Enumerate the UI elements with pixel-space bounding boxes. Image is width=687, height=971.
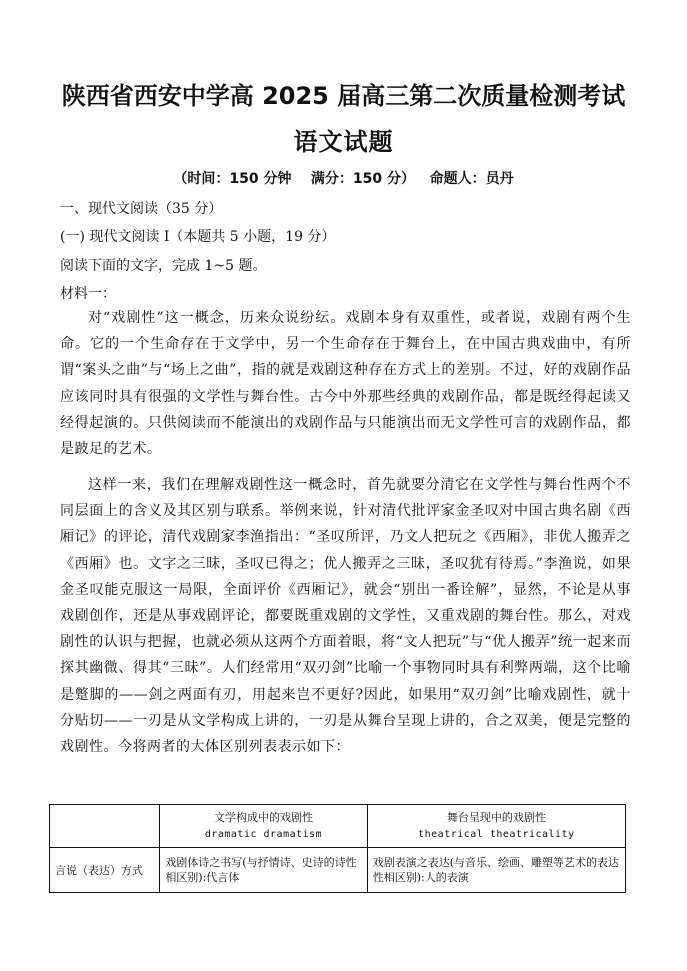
row-literary-cell: 戏剧体诗之书写(与抒情诗、史诗的诗性相区别):代言体 (160, 848, 367, 893)
row-label: 言说（表达）方式 (50, 848, 160, 893)
comparison-table (49, 804, 626, 893)
exam-title: 陕西省西安中学高 2025 届高三第二次质量检测考试 (61, 82, 626, 110)
exam-subtitle: 语文试题 (293, 128, 394, 156)
table-header-theatrical (367, 805, 625, 848)
header-literary-cn: 文学构成中的戏剧性 (214, 811, 314, 824)
header-theatrical-en: theatrical theatricality (418, 829, 575, 840)
row-theatrical-cell: 戏剧表演之表达(与音乐、绘画、雕塑等艺术的表达性相区别):人的表演 (367, 848, 625, 893)
table-header-literary (160, 805, 367, 848)
header-literary-en: dramatic dramatism (204, 829, 323, 840)
passage-paragraph-1: 对“戏剧性”这一概念，历来众说纷纭。戏剧本身有双重性，或者说，戏剧有两个生命。它的一个生命存在于文学中，另一个生命存在于舞台上，在中国古典戏曲中，有所谓“案头之曲”与“场上之曲”，指的就是戏剧这种存在方式上的差别。不过，好的戏剧作品应该同时具有很强的文学性与舞台性。古今中外那些经典的戏剧作品，都是既经得起读又经得起演的。只供阅读而不能演出的戏剧作品与只能演出而无文学性可言的戏剧作品，都是跛足的艺术。 (60, 310, 631, 458)
exam-meta: （时间：150 分钟 满分：150 分） 命题人：员丹 (173, 171, 514, 187)
table-corner-cell (50, 805, 160, 848)
section-heading: 一、现代文阅读（35 分） (60, 201, 223, 217)
table-header-row (50, 805, 626, 848)
instruction: 阅读下面的文字，完成 1~5 题。 (60, 258, 267, 274)
table-row (50, 848, 626, 893)
header-theatrical-cn: 舞台呈现中的戏剧性 (446, 811, 546, 824)
passage-paragraph-2: 这样一来，我们在理解戏剧性这一概念时，首先就要分清它在文学性与舞台性两个不同层面上的含义及其区别与联系。举例来说，针对清代批评家金圣叹对中国古典名剧《西厢记》的评论，清代戏剧家李渔指出：“圣叹所评，乃文人把玩之《西厢》，非优人搬弄之《西厢》也。文字之三昧，圣叹已得之；优人搬弄之三昧，圣叹犹有待焉。”李渔说，如果金圣叹能克服这一局限，全面评价《西厢记》，就会“别出一番诠解”，显然，不论是从事戏剧创作，还是从事戏剧评论，都要既重戏剧的文学性，又重戏剧的舞台性。那么，对戏剧性的认识与把握，也就必须从这两个方面着眼，将“文人把玩”与“优人搬弄”统一起来而探其幽微、得其“三昧”。人们经常用“双刃剑”比喻一个事物同时具有利弊两端，这个比喻是蹩脚的——剑之两面有刃，用起来岂不更好?因此，如果用“双刃剑”比喻戏剧性，就十分贴切——一刃是从文学构成上讲的，一刃是从舞台呈现上讲的，合之双美，便是完整的戏剧性。今将两者的大体区别列表表示如下： (60, 477, 631, 756)
sub-section-heading: (一) 现代文阅读 I（本题共 5 小题，19 分） (60, 229, 336, 245)
material-label: 材料一： (60, 286, 116, 302)
